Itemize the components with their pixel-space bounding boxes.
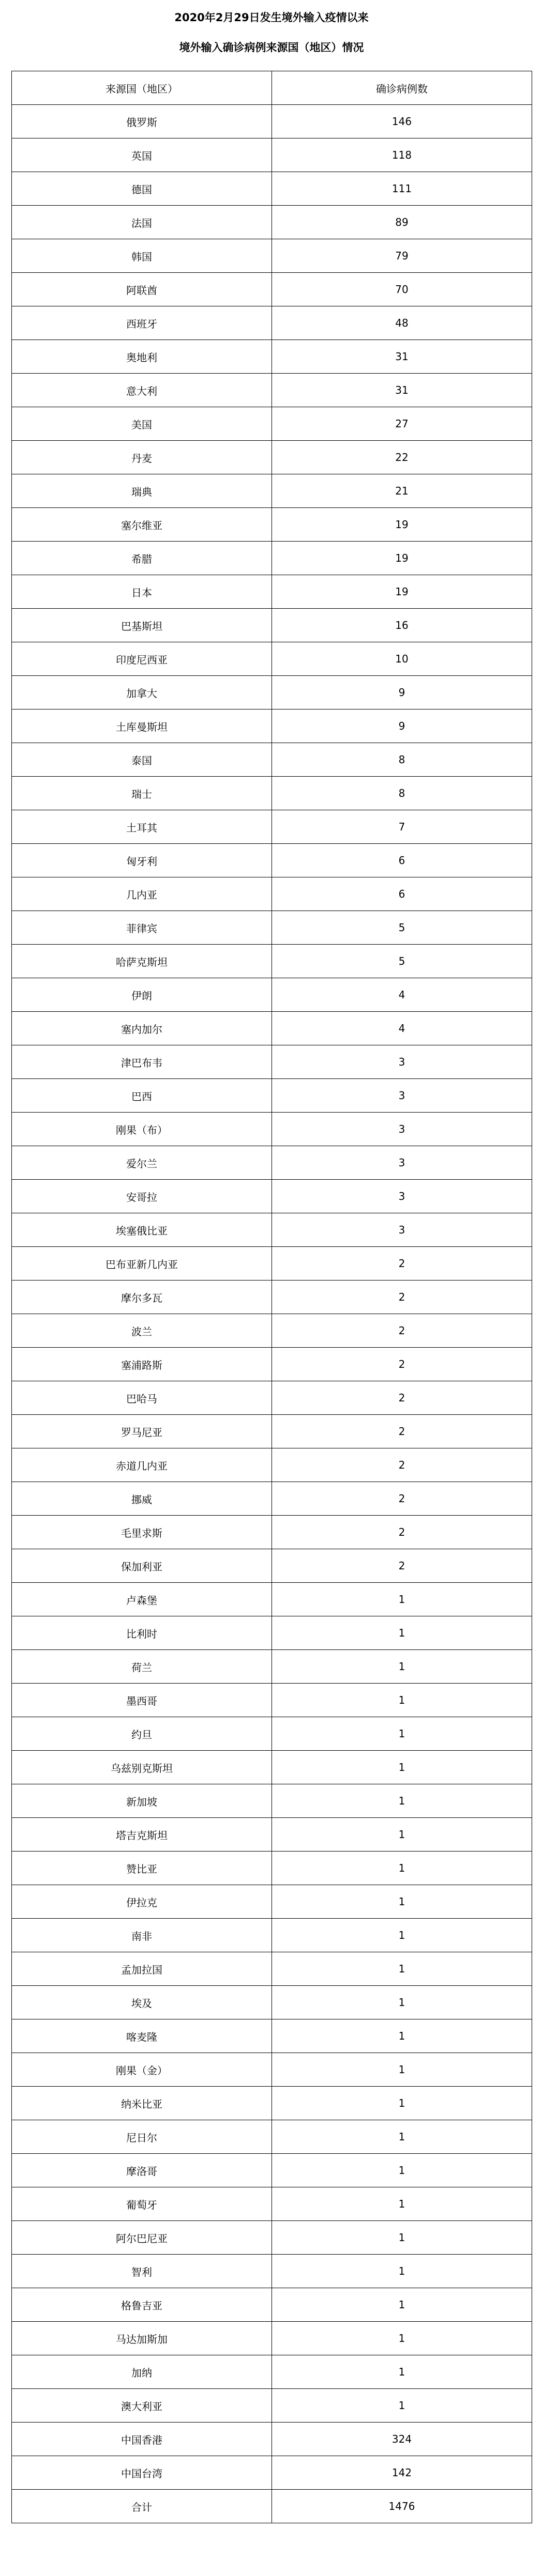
case-count-cell: 111 [272,172,532,206]
case-count-cell: 1 [272,1650,532,1684]
table-row [12,542,532,575]
table-row [12,1784,532,1818]
case-count-cell: 5 [272,945,532,978]
country-cell: 巴布亚新几内亚 [12,1247,272,1281]
table-row [12,2456,532,2490]
case-count-cell: 2 [272,1281,532,1314]
country-cell: 法国 [12,206,272,239]
case-count-cell: 1 [272,2322,532,2355]
table-row [12,676,532,709]
table-row [12,2087,532,2120]
country-cell: 荷兰 [12,1650,272,1684]
country-cell: 刚果（金） [12,2053,272,2087]
country-cell: 伊朗 [12,978,272,1012]
table-row [12,1281,532,1314]
table-row [12,172,532,206]
table-row [12,2120,532,2154]
country-cell: 塔吉克斯坦 [12,1818,272,1852]
country-cell: 智利 [12,2255,272,2288]
table-row [12,374,532,407]
table-row [12,138,532,172]
country-cell: 津巴布韦 [12,1045,272,1079]
table-row [12,2255,532,2288]
table-row [12,1885,532,1919]
country-cell: 匈牙利 [12,844,272,877]
case-count-cell: 1 [272,2288,532,2322]
country-cell: 孟加拉国 [12,1952,272,1986]
case-count-cell: 89 [272,206,532,239]
country-cell: 卢森堡 [12,1583,272,1616]
table-row [12,1986,532,2019]
table-row [12,2490,532,2523]
case-count-cell: 3 [272,1045,532,1079]
country-cell: 阿尔巴尼亚 [12,2221,272,2255]
country-cell: 土库曼斯坦 [12,709,272,743]
case-count-cell: 1 [272,2154,532,2187]
table-row [12,1213,532,1247]
country-cell: 印度尼西亚 [12,642,272,676]
table-row [12,1818,532,1852]
case-count-cell: 1 [272,1751,532,1784]
country-cell: 约旦 [12,1717,272,1751]
country-cell: 土耳其 [12,810,272,844]
case-count-cell: 19 [272,575,532,609]
case-count-cell: 1 [272,2187,532,2221]
case-count-cell: 1 [272,2120,532,2154]
cases-table [11,71,532,2523]
header-case-count: 确诊病例数 [272,71,532,105]
table-row [12,206,532,239]
country-cell: 赤道几内亚 [12,1448,272,1482]
case-count-cell: 1 [272,1784,532,1818]
country-cell: 南非 [12,1919,272,1952]
country-cell: 奥地利 [12,340,272,374]
case-count-cell: 1 [272,1919,532,1952]
table-row [12,1919,532,1952]
case-count-cell: 31 [272,374,532,407]
table-row [12,978,532,1012]
country-cell: 德国 [12,172,272,206]
case-count-cell: 2 [272,1348,532,1381]
case-count-cell: 1 [272,1852,532,1885]
country-cell: 美国 [12,407,272,441]
case-count-cell: 21 [272,474,532,508]
case-count-cell: 22 [272,441,532,474]
table-row [12,2423,532,2456]
table-row [12,2355,532,2389]
country-cell: 比利时 [12,1616,272,1650]
table-row [12,1415,532,1448]
country-cell: 爱尔兰 [12,1146,272,1180]
table-row [12,1012,532,1045]
case-count-cell: 6 [272,844,532,877]
country-cell: 澳大利亚 [12,2389,272,2423]
page-subtitle: 境外输入确诊病例来源国（地区）情况 [179,41,364,54]
table-row [12,1852,532,1885]
case-count-cell: 118 [272,138,532,172]
case-count-cell: 3 [272,1079,532,1113]
country-cell: 塞内加尔 [12,1012,272,1045]
table-row [12,1751,532,1784]
table-row [12,273,532,306]
case-count-cell: 1 [272,1684,532,1717]
country-cell: 日本 [12,575,272,609]
country-cell: 罗马尼亚 [12,1415,272,1448]
case-count-cell: 5 [272,911,532,945]
case-count-cell: 8 [272,743,532,777]
case-count-cell: 2 [272,1247,532,1281]
table-row [12,508,532,542]
case-count-cell: 10 [272,642,532,676]
table-row [12,844,532,877]
country-cell: 韩国 [12,239,272,273]
country-cell: 巴西 [12,1079,272,1113]
country-cell: 埃及 [12,1986,272,2019]
country-cell: 瑞典 [12,474,272,508]
country-cell: 意大利 [12,374,272,407]
case-count-cell: 3 [272,1213,532,1247]
country-cell: 保加利亚 [12,1549,272,1583]
country-cell: 几内亚 [12,877,272,911]
case-count-cell: 1 [272,2053,532,2087]
table-row [12,306,532,340]
country-cell: 合计 [12,2490,272,2523]
country-cell: 波兰 [12,1314,272,1348]
case-count-cell: 8 [272,777,532,810]
table-row [12,474,532,508]
country-cell: 中国台湾 [12,2456,272,2490]
case-count-cell: 70 [272,273,532,306]
table-row [12,1516,532,1549]
country-cell: 俄罗斯 [12,105,272,138]
table-row [12,2288,532,2322]
table-row [12,1650,532,1684]
country-cell: 安哥拉 [12,1180,272,1213]
country-cell: 马达加斯加 [12,2322,272,2355]
country-cell: 瑞士 [12,777,272,810]
table-row [12,2019,532,2053]
table-row [12,945,532,978]
country-cell: 加拿大 [12,676,272,709]
country-cell: 挪威 [12,1482,272,1516]
case-count-cell: 324 [272,2423,532,2456]
table-row [12,575,532,609]
table-body [12,105,532,2523]
case-count-cell: 146 [272,105,532,138]
table-row [12,407,532,441]
table-row [12,743,532,777]
case-count-cell: 2 [272,1516,532,1549]
table-row [12,1482,532,1516]
case-count-cell: 1 [272,1986,532,2019]
case-count-cell: 9 [272,709,532,743]
country-cell: 葡萄牙 [12,2187,272,2221]
table-row [12,105,532,138]
country-cell: 伊拉克 [12,1885,272,1919]
case-count-cell: 6 [272,877,532,911]
country-cell: 纳米比亚 [12,2087,272,2120]
country-cell: 刚果（布） [12,1113,272,1146]
case-count-cell: 1 [272,1818,532,1852]
table-row [12,1684,532,1717]
case-count-cell: 16 [272,609,532,642]
table-row [12,877,532,911]
table-row [12,1549,532,1583]
header-country: 来源国（地区） [12,71,272,105]
country-cell: 摩尔多瓦 [12,1281,272,1314]
case-count-cell: 1 [272,2389,532,2423]
case-count-cell: 2 [272,1448,532,1482]
case-count-cell: 27 [272,407,532,441]
case-count-cell: 3 [272,1113,532,1146]
page-title: 2020年2月29日发生境外输入疫情以来 [174,11,369,24]
case-count-cell: 19 [272,542,532,575]
case-count-cell: 1476 [272,2490,532,2523]
table-row [12,911,532,945]
table-row [12,1247,532,1281]
case-count-cell: 1 [272,2019,532,2053]
table-row [12,1583,532,1616]
case-count-cell: 3 [272,1180,532,1213]
country-cell: 西班牙 [12,306,272,340]
case-count-cell: 142 [272,2456,532,2490]
case-count-cell: 1 [272,2221,532,2255]
country-cell: 赞比亚 [12,1852,272,1885]
case-count-cell: 1 [272,2087,532,2120]
case-count-cell: 1 [272,1717,532,1751]
country-cell: 哈萨克斯坦 [12,945,272,978]
table-row [12,810,532,844]
country-cell: 丹麦 [12,441,272,474]
country-cell: 菲律宾 [12,911,272,945]
case-count-cell: 7 [272,810,532,844]
country-cell: 墨西哥 [12,1684,272,1717]
country-cell: 塞浦路斯 [12,1348,272,1381]
case-count-cell: 2 [272,1415,532,1448]
table-row [12,709,532,743]
country-cell: 乌兹别克斯坦 [12,1751,272,1784]
table-row [12,2154,532,2187]
case-count-cell: 2 [272,1381,532,1415]
case-count-cell: 2 [272,1482,532,1516]
case-count-cell: 2 [272,1549,532,1583]
table-row [12,1146,532,1180]
case-count-cell: 1 [272,1616,532,1650]
case-count-cell: 3 [272,1146,532,1180]
table-row [12,1045,532,1079]
table-row [12,1348,532,1381]
table-row [12,1079,532,1113]
table-row [12,1180,532,1213]
case-count-cell: 1 [272,2355,532,2389]
table-row [12,239,532,273]
case-count-cell: 1 [272,1885,532,1919]
table-row [12,2322,532,2355]
case-count-cell: 1 [272,1583,532,1616]
country-cell: 塞尔维亚 [12,508,272,542]
table-row [12,1616,532,1650]
country-cell: 巴哈马 [12,1381,272,1415]
country-cell: 希腊 [12,542,272,575]
country-cell: 中国香港 [12,2423,272,2456]
country-cell: 加纳 [12,2355,272,2389]
table-row [12,441,532,474]
case-count-cell: 1 [272,2255,532,2288]
country-cell: 喀麦隆 [12,2019,272,2053]
country-cell: 泰国 [12,743,272,777]
table-row [12,2221,532,2255]
case-count-cell: 1 [272,1952,532,1986]
country-cell: 英国 [12,138,272,172]
country-cell: 阿联酋 [12,273,272,306]
table-row [12,1717,532,1751]
case-count-cell: 19 [272,508,532,542]
table-row [12,2187,532,2221]
case-count-cell: 4 [272,1012,532,1045]
table-row [12,1448,532,1482]
country-cell: 新加坡 [12,1784,272,1818]
table-row [12,1113,532,1146]
country-cell: 毛里求斯 [12,1516,272,1549]
table-header-row [12,71,532,105]
table-row [12,340,532,374]
country-cell: 尼日尔 [12,2120,272,2154]
case-count-cell: 2 [272,1314,532,1348]
table-row [12,642,532,676]
table-row [12,1952,532,1986]
country-cell: 格鲁吉亚 [12,2288,272,2322]
country-cell: 摩洛哥 [12,2154,272,2187]
table-row [12,2053,532,2087]
country-cell: 巴基斯坦 [12,609,272,642]
table-row [12,1314,532,1348]
table-row [12,777,532,810]
country-cell: 埃塞俄比亚 [12,1213,272,1247]
case-count-cell: 48 [272,306,532,340]
case-count-cell: 9 [272,676,532,709]
table-row [12,1381,532,1415]
table-row [12,609,532,642]
case-count-cell: 31 [272,340,532,374]
case-count-cell: 79 [272,239,532,273]
case-count-cell: 4 [272,978,532,1012]
page [0,7,543,2576]
table-row [12,2389,532,2423]
